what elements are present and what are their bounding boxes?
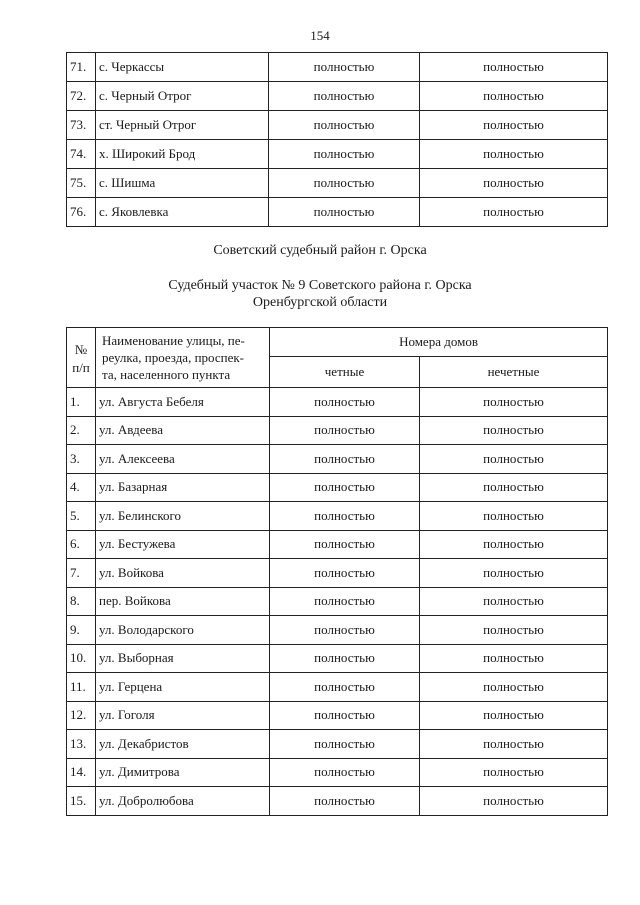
row-number: 12. [67,701,96,730]
odd-numbers: полностью [420,473,608,502]
table-row [67,730,608,759]
row-number: 4. [67,473,96,502]
table-row [67,701,608,730]
street-name: ул. Володарского [96,616,270,645]
even-numbers: полностью [270,787,420,816]
table-row [67,445,608,474]
row-number: 72. [67,82,96,111]
row-number: 13. [67,730,96,759]
even-numbers: полностью [270,416,420,445]
even-numbers: полностью [270,587,420,616]
street-name: ул. Августа Бебеля [96,388,270,417]
odd-numbers: полностью [420,787,608,816]
street-name: с. Черный Отрог [96,82,269,111]
table-row [67,198,608,227]
even-numbers: полностью [270,758,420,787]
table-row [67,673,608,702]
column-header-name [96,328,270,388]
even-numbers: полностью [270,530,420,559]
even-numbers: полностью [270,730,420,759]
table-row [67,388,608,417]
street-table-header [67,328,608,388]
odd-numbers: полностью [420,701,608,730]
even-numbers: полностью [269,169,420,198]
street-name: ул. Алексеева [96,445,270,474]
row-number: 2. [67,416,96,445]
even-numbers: полностью [270,473,420,502]
street-name: ул. Добролюбова [96,787,270,816]
row-number: 75. [67,169,96,198]
odd-numbers: полностью [420,644,608,673]
street-name: ул. Герцена [96,673,270,702]
row-number: 71. [67,53,96,82]
table-row [67,111,608,140]
even-numbers: полностью [269,82,420,111]
row-number: 76. [67,198,96,227]
table-row [67,53,608,82]
street-name: ул. Димитрова [96,758,270,787]
even-numbers: полностью [270,388,420,417]
row-number: 3. [67,445,96,474]
street-name: х. Широкий Брод [96,140,269,169]
row-number: 73. [67,111,96,140]
odd-numbers: полностью [420,673,608,702]
row-number: 11. [67,673,96,702]
odd-numbers: полностью [420,758,608,787]
odd-numbers: полностью [420,111,608,140]
street-name: ул. Бестужева [96,530,270,559]
plot-subtitle: Оренбургской области [252,295,388,310]
row-number: 9. [67,616,96,645]
even-numbers: полностью [270,616,420,645]
street-name: ст. Черный Отрог [96,111,269,140]
odd-numbers: полностью [420,559,608,588]
odd-numbers: полностью [420,530,608,559]
street-table [66,327,608,816]
odd-numbers: полностью [420,587,608,616]
odd-numbers: полностью [420,445,608,474]
table-row [67,587,608,616]
even-numbers: полностью [269,198,420,227]
street-name: ул. Белинского [96,502,270,531]
odd-numbers: полностью [420,169,608,198]
table-row [67,559,608,588]
table-row [67,787,608,816]
table-row [67,416,608,445]
column-header-odd: нечетные [420,357,608,388]
row-number: 8. [67,587,96,616]
street-name: пер. Войкова [96,587,270,616]
table-row [67,82,608,111]
column-header-house-numbers: Номера домов [270,328,608,357]
odd-numbers: полностью [420,502,608,531]
row-number: 10. [67,644,96,673]
even-numbers: полностью [270,644,420,673]
table-row [67,530,608,559]
street-name: ул. Выборная [96,644,270,673]
row-number: 1. [67,388,96,417]
page-number: 154 [310,28,330,43]
odd-numbers: полностью [420,730,608,759]
table-row [67,473,608,502]
table-row [67,644,608,673]
row-number: 15. [67,787,96,816]
street-name: ул. Авдеева [96,416,270,445]
odd-numbers: полностью [420,140,608,169]
odd-numbers: полностью [420,616,608,645]
odd-numbers: полностью [420,53,608,82]
street-name: ул. Войкова [96,559,270,588]
odd-numbers: полностью [420,416,608,445]
column-header-number [67,328,96,388]
table-row [67,758,608,787]
row-number: 6. [67,530,96,559]
table-row [67,502,608,531]
even-numbers: полностью [270,673,420,702]
even-numbers: полностью [270,502,420,531]
street-table-continued-body [67,53,608,227]
odd-numbers: полностью [420,388,608,417]
table-row [67,140,608,169]
even-numbers: полностью [269,53,420,82]
street-name: ул. Декабристов [96,730,270,759]
column-header-name-line2: реулка, проезда, проспек- [102,350,245,365]
district-title: Советский судебный район г. Орска [213,243,427,258]
column-header-number-line2: п/п [72,359,90,375]
column-header-name-line1: Наименование улицы, пе- [102,333,245,348]
odd-numbers: полностью [420,198,608,227]
row-number: 14. [67,758,96,787]
street-table-body [67,388,608,816]
row-number: 5. [67,502,96,531]
street-table-continued [66,52,608,227]
table-row [67,616,608,645]
column-header-number-line1: № [74,341,88,357]
street-name: ул. Гоголя [96,701,270,730]
street-name: с. Яковлевка [96,198,269,227]
column-header-even: четные [270,357,420,388]
street-name: ул. Базарная [96,473,270,502]
even-numbers: полностью [269,140,420,169]
even-numbers: полностью [270,701,420,730]
even-numbers: полностью [270,445,420,474]
row-number: 7. [67,559,96,588]
plot-title: Судебный участок № 9 Советского района г. Орска [168,278,472,293]
odd-numbers: полностью [420,82,608,111]
table-row [67,169,608,198]
row-number: 74. [67,140,96,169]
even-numbers: полностью [269,111,420,140]
street-name: с. Черкассы [96,53,269,82]
street-name: с. Шишма [96,169,269,198]
even-numbers: полностью [270,559,420,588]
column-header-name-line3: та, населенного пункта [102,367,231,382]
